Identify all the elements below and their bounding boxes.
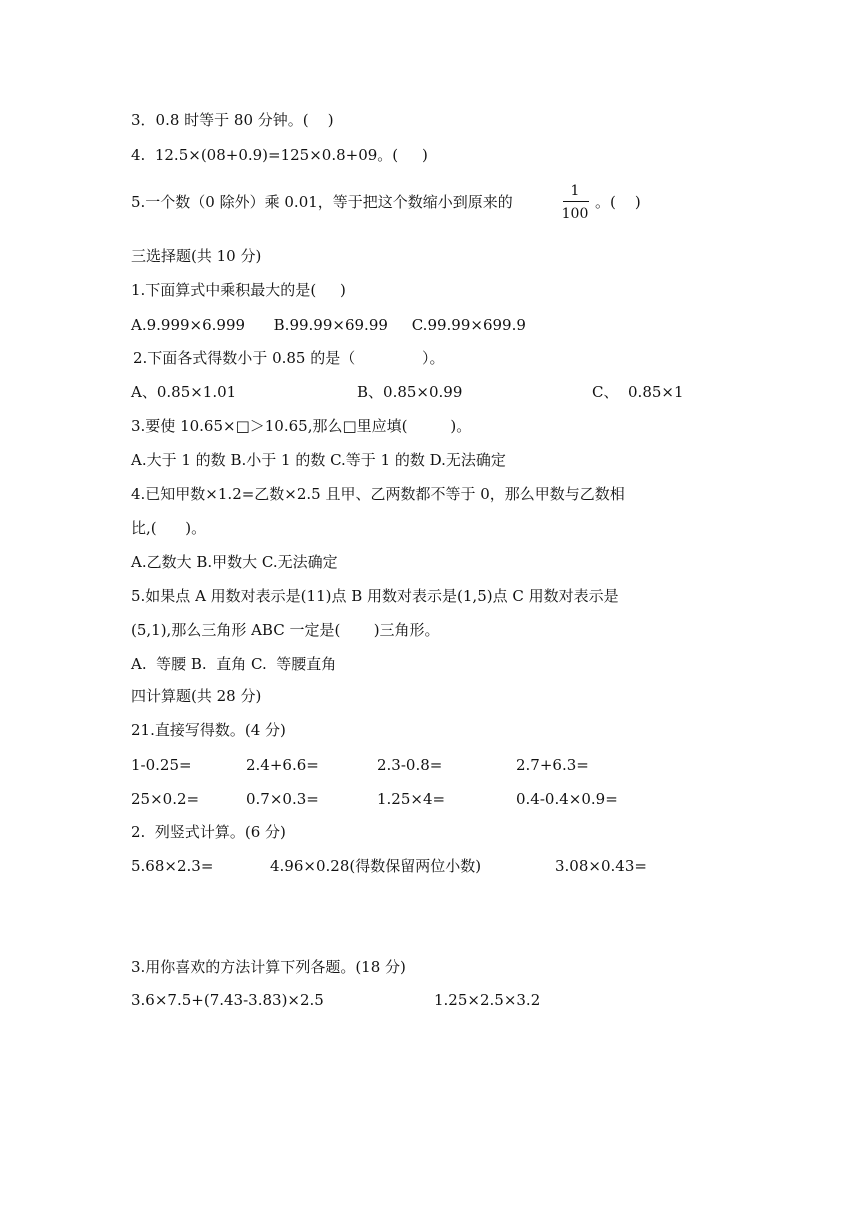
calc-1-row2-d: 0.4-0.4×0.9=	[516, 790, 618, 808]
judge-item-3: 3．0.8 时等于 80 分钟。( )	[131, 111, 334, 129]
fraction-bar	[563, 201, 589, 202]
calc-1-row1-b: 2.4+6.6=	[246, 756, 319, 774]
fraction-numerator: 1	[570, 183, 580, 199]
choice-item-1: 1.下面算式中乘积最大的是( )	[131, 281, 346, 299]
calc-item-2: 2. 列竖式计算。(6 分)	[131, 823, 286, 841]
section-calc-heading: 四计算题(共 28 分)	[131, 687, 262, 705]
choice-item-3-options: A.大于 1 的数 B.小于 1 的数 C.等于 1 的数 D.无法确定	[131, 451, 506, 469]
judge-item-5: 5.一个数（0 除外）乘 0.01，等于把这个数缩小到原来的	[131, 193, 513, 211]
judge-item-4: 4. 12.5×(08+0.9)=125×0.8+09。( )	[131, 146, 428, 164]
choice-item-2-option-b: B、0.85×0.99	[357, 383, 463, 401]
judge-item-5-tail: 。( )	[595, 193, 641, 211]
calc-1-row1-a: 1-0.25=	[131, 756, 192, 774]
calc-3-item-b: 1.25×2.5×3.2	[434, 991, 541, 1009]
calc-1-row2-c: 1.25×4=	[377, 790, 446, 808]
calc-item-1: 21.直接写得数。(4 分)	[131, 721, 286, 739]
choice-item-2-option-a: A、0.85×1.01	[131, 383, 237, 401]
calc-item-3: 3.用你喜欢的方法计算下列各题。(18 分)	[131, 958, 406, 976]
section-choice-heading: 三选择题(共 10 分)	[131, 247, 262, 265]
choice-item-3: 3.要使 10.65×□＞10.65,那么□里应填( )。	[131, 417, 472, 435]
choice-item-1-options: A.9.999×6.999 B.99.99×69.99 C.99.99×699.9	[131, 316, 526, 334]
calc-1-row1-d: 2.7+6.3=	[516, 756, 589, 774]
calc-2-item-c: 3.08×0.43=	[555, 857, 647, 875]
fraction-denominator: 100	[561, 206, 589, 222]
calc-3-item-a: 3.6×7.5+(7.43-3.83)×2.5	[131, 991, 324, 1009]
calc-2-item-b: 4.96×0.28(得数保留两位小数)	[270, 857, 482, 875]
choice-item-4-cont: 比,( )。	[131, 519, 207, 537]
choice-item-4: 4.已知甲数×1.2=乙数×2.5 且甲、乙两数都不等于 0，那么甲数与乙数相	[131, 485, 625, 503]
calc-1-row2-a: 25×0.2=	[131, 790, 200, 808]
calc-1-row1-c: 2.3-0.8=	[377, 756, 443, 774]
choice-item-2-option-c: C、 0.85×1	[592, 383, 684, 401]
choice-item-5-cont: (5,1),那么三角形 ABC 一定是( )三角形。	[131, 621, 440, 639]
choice-item-5-options: A. 等腰 B. 直角 C. 等腰直角	[131, 655, 337, 673]
choice-item-2: 2.下面各式得数小于 0.85 的是（ ）。	[133, 349, 445, 367]
choice-item-4-options: A.乙数大 B.甲数大 C.无法确定	[131, 553, 338, 571]
calc-1-row2-b: 0.7×0.3=	[246, 790, 319, 808]
choice-item-5: 5.如果点 A 用数对表示是(11)点 B 用数对表示是(1,5)点 C 用数对表示是	[131, 587, 619, 605]
calc-2-item-a: 5.68×2.3=	[131, 857, 214, 875]
